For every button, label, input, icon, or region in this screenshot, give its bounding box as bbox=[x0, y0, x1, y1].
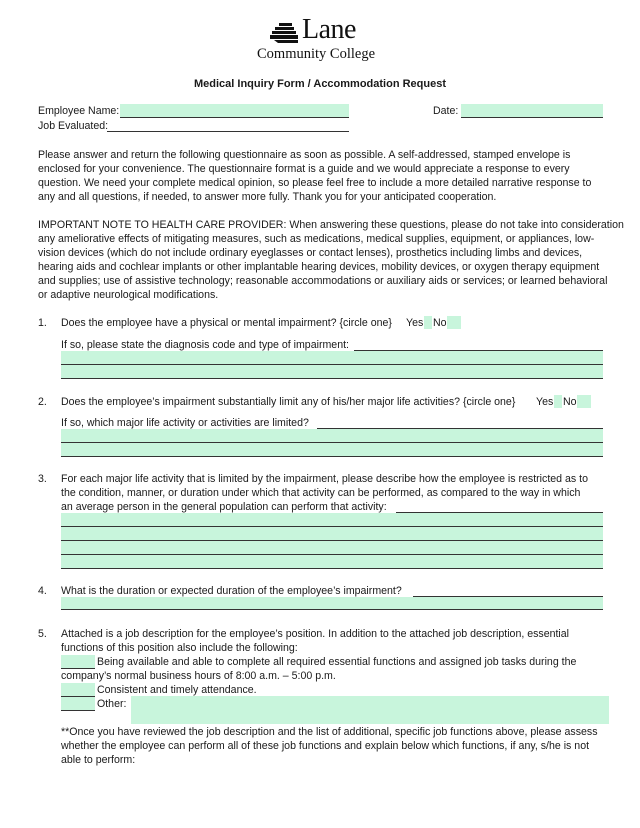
q1-followup-label: If so, please state the diagnosis code and type of impairment: bbox=[61, 339, 349, 351]
form-title: Medical Inquiry Form / Accommodation Request bbox=[193, 78, 447, 90]
q2-yes-box[interactable] bbox=[554, 395, 562, 408]
q3-text-line: For each major life activity that is limited by the impairment, please describe how the employee is restricted as to bbox=[61, 473, 588, 485]
logo-subtitle: Community College bbox=[257, 46, 376, 62]
q5-text-line: Attached is a job description for the employee’s position. In addition to the attached job description, essential bbox=[61, 628, 570, 640]
question-number: 2. bbox=[38, 396, 47, 408]
q2-no-option[interactable]: No bbox=[563, 396, 577, 408]
date-label: Date: bbox=[433, 105, 459, 117]
question-number: 4. bbox=[38, 585, 47, 597]
employee-name-field[interactable] bbox=[120, 104, 349, 118]
q3-answer-line-3[interactable] bbox=[61, 541, 603, 555]
q4-answer-line[interactable] bbox=[61, 597, 603, 610]
question-4-text: What is the duration or expected duration of the employee’s impairment? bbox=[61, 585, 402, 597]
intro-line: any and all questions, if needed, to answer more fully. Thank you for your anticipated cooperation. bbox=[38, 191, 497, 203]
q3-answer-line-4[interactable] bbox=[61, 555, 603, 569]
date-field[interactable] bbox=[461, 104, 603, 118]
q5-item-3-label: Other: bbox=[97, 698, 127, 710]
note-line: vision devices (which do not include ordinary eyeglasses or contact lenses), prosthetics including limbs and devices, bbox=[38, 247, 583, 259]
q5-closing-line: whether the employee can perform all of these job functions and explain below which functions, if any, s/he is not bbox=[61, 740, 590, 752]
q5-item-1-text: Being available and able to complete all required essential functions and assigned job tasks during the bbox=[97, 656, 577, 668]
note-line: or adaptive neurological modifications. bbox=[38, 289, 219, 301]
note-line: any ameliorative effects of mitigating measures, such as medications, medical supplies, equipment, or appliances, low- bbox=[38, 233, 595, 245]
question-number: 3. bbox=[38, 473, 47, 485]
q2-yes-option[interactable]: Yes bbox=[536, 396, 554, 408]
note-line: and supplies; use of assistive technology; reasonable accommodations or auxiliary aids or services; or learned behavioral bbox=[38, 275, 608, 287]
q5-closing-line: **Once you have reviewed the job description and the list of additional, specific job functions above, please assess bbox=[61, 726, 598, 738]
q5-closing-line: able to perform: bbox=[61, 754, 136, 766]
q1-answer-line-2[interactable] bbox=[61, 365, 603, 379]
q2-no-box[interactable] bbox=[577, 395, 591, 408]
q3-answer-line-1[interactable] bbox=[61, 513, 603, 527]
q5-text-line: functions of this position also include the following: bbox=[61, 642, 298, 654]
q2-followup-label: If so, which major life activity or activities are limited? bbox=[61, 417, 309, 429]
q1-answer-line-1[interactable] bbox=[61, 351, 603, 365]
q2-answer-line-1[interactable] bbox=[61, 429, 603, 443]
intro-line: enclosed for your convenience. The questionnaire format is a guide and we would appreciate a response to every bbox=[38, 163, 570, 175]
q5-item-1-check[interactable] bbox=[61, 655, 95, 669]
question-number: 5. bbox=[38, 628, 47, 640]
job-evaluated-field[interactable] bbox=[107, 131, 349, 132]
q1-no-box[interactable] bbox=[447, 316, 461, 329]
question-2-text: Does the employee’s impairment substantially limit any of his/her major life activities? {circle one} bbox=[61, 396, 516, 408]
q2-answer-line-2[interactable] bbox=[61, 443, 603, 457]
logo-wordmark: Lane bbox=[302, 14, 356, 45]
q5-item-3-check[interactable] bbox=[61, 697, 95, 711]
q3-text-line: an average person in the general population can perform that activity: bbox=[61, 501, 387, 513]
q1-yes-box[interactable] bbox=[424, 316, 432, 329]
question-1-text: Does the employee have a physical or mental impairment? {circle one} bbox=[61, 317, 392, 329]
note-line: hearing aids and cochlear implants or other implantable hearing devices, mobility devices, or oxygen therapy equipment bbox=[38, 261, 600, 273]
q5-item-1-text: company’s normal business hours of 8:00 a.m. – 5:00 p.m. bbox=[61, 670, 336, 682]
q1-yes-option[interactable]: Yes bbox=[406, 317, 424, 329]
note-line: IMPORTANT NOTE TO HEALTH CARE PROVIDER: When answering these questions, please do not take into consideration bbox=[38, 219, 624, 231]
job-evaluated-label: Job Evaluated: bbox=[38, 120, 109, 132]
q5-other-field[interactable] bbox=[131, 696, 609, 724]
intro-line: Please answer and return the following questionnaire as soon as possible. A self-addressed, stamped envelope is bbox=[38, 149, 571, 161]
employee-name-label: Employee Name: bbox=[38, 105, 120, 117]
q5-item-2-check[interactable] bbox=[61, 683, 95, 697]
q5-item-2-text: Consistent and timely attendance. bbox=[97, 684, 257, 696]
intro-line: question. We need your complete medical opinion, so please feel free to include a more detailed narrative response to bbox=[38, 177, 592, 189]
question-number: 1. bbox=[38, 317, 47, 329]
q1-no-option[interactable]: No bbox=[433, 317, 447, 329]
q3-answer-line-2[interactable] bbox=[61, 527, 603, 541]
q3-text-line: the condition, manner, or duration under which that activity can be performed, as compared to the way in which bbox=[61, 487, 581, 499]
